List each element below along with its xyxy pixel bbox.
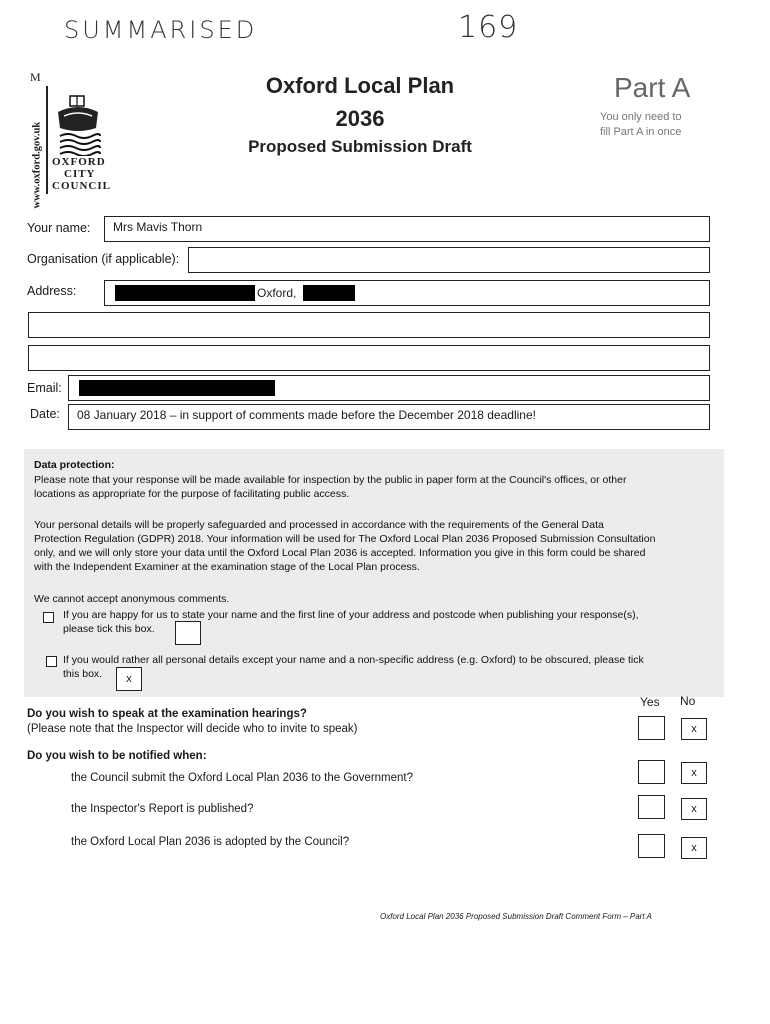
name-label: Your name:: [27, 221, 91, 235]
letter-m: M: [30, 70, 41, 84]
council-name-line2: CITY: [64, 168, 96, 180]
notify-question: Do you wish to be notified when:: [27, 750, 207, 762]
part-note-line1: You only need to: [600, 111, 682, 123]
option1-line2: please tick this box.: [63, 623, 155, 635]
option1-checkbox[interactable]: [43, 612, 54, 623]
data-protection-heading: Data protection:: [34, 459, 115, 471]
notify2-no-box[interactable]: x: [681, 798, 707, 820]
speak-note: (Please note that the Inspector will decide who to invite to speak): [27, 723, 358, 735]
notify2-text: the Inspector's Report is published?: [71, 803, 254, 815]
option1-line1: If you are happy for us to state your name and the first line of your address and postcode when publishing your response(s),: [63, 609, 639, 621]
notify3-text: the Oxford Local Plan 2036 is adopted by the Council?: [71, 836, 350, 848]
handwritten-number: 169: [458, 10, 519, 45]
address-field[interactable]: [104, 280, 710, 306]
handwritten-summarised: SUMMARISED: [64, 16, 258, 44]
page-subtitle: Proposed Submission Draft: [248, 137, 472, 156]
speak-yes-box[interactable]: [638, 716, 665, 740]
option2-line1: If you would rather all personal details except your name and a non-specific address (e.g. Oxford) to be obscured, please tick: [63, 654, 644, 666]
org-field[interactable]: [188, 247, 710, 273]
address-redaction: [115, 285, 255, 301]
notify3-no-box[interactable]: x: [681, 837, 707, 859]
option2-checkbox[interactable]: [46, 656, 57, 667]
dp-para2-line1: Your personal details will be properly safeguarded and processed in accordance with the requirements of the General Data: [34, 519, 604, 531]
dp-para1-line2: locations as appropriate for the purpose of facilitating public access.: [34, 488, 350, 500]
email-redaction: [79, 380, 275, 396]
option1-tickbox[interactable]: [175, 621, 201, 645]
dp-para1-line1: Please note that your response will be made available for inspection by the public in paper form at the Council's offices, or other: [34, 474, 627, 486]
address-line2-field[interactable]: [28, 312, 710, 338]
address-redaction-2: [303, 285, 355, 301]
anon-notice: We cannot accept anonymous comments.: [34, 593, 230, 605]
notify1-yes-box[interactable]: [638, 760, 665, 784]
footer-text: Oxford Local Plan 2036 Proposed Submission Draft Comment Form – Part A: [380, 912, 652, 921]
council-name-line3: COUNCIL: [52, 180, 111, 192]
no-header: No: [680, 694, 696, 708]
page-title-year: 2036: [335, 106, 385, 131]
notify3-yes-box[interactable]: [638, 834, 665, 858]
yes-header: Yes: [640, 695, 660, 709]
part-heading: Part A: [614, 72, 691, 103]
option2-line2: this box.: [63, 668, 103, 680]
address-label: Address:: [27, 284, 77, 298]
date-label: Date:: [30, 407, 60, 421]
council-name-line1: OXFORD: [52, 156, 106, 168]
address-line3-field[interactable]: [28, 345, 710, 371]
address-value: Oxford,: [257, 286, 297, 300]
notify2-yes-box[interactable]: [638, 795, 665, 819]
option2-tickbox[interactable]: x: [116, 667, 142, 691]
speak-no-box[interactable]: x: [681, 718, 707, 740]
notify1-text: the Council submit the Oxford Local Plan 2036 to the Government?: [71, 772, 414, 784]
council-crest-icon: [52, 94, 104, 156]
email-label: Email:: [27, 381, 62, 395]
dp-para2-line4: with the Independent Examiner at the examination stage of the Local Plan process.: [34, 561, 420, 573]
dp-para2-line2: Protection Regulation (GDPR) 2018. Your information will be used for The Oxford Local Plan 2036 Proposed Submission Consultation: [34, 533, 656, 545]
name-field[interactable]: Mrs Mavis Thorn: [104, 216, 710, 242]
sidebar-divider: [46, 86, 48, 194]
date-field[interactable]: 08 January 2018 – in support of comments made before the December 2018 deadline!: [68, 404, 710, 430]
email-field[interactable]: [68, 375, 710, 401]
dp-para2-line3: only, and we will only store your data until the Oxford Local Plan 2036 is accepted. Information you give in this form could be shared: [34, 547, 646, 559]
org-label: Organisation (if applicable):: [27, 252, 180, 266]
part-note-line2: fill Part A in once: [600, 126, 682, 138]
notify1-no-box[interactable]: x: [681, 762, 707, 784]
speak-question: Do you wish to speak at the examination hearings?: [27, 708, 307, 720]
page-title: Oxford Local Plan: [265, 73, 455, 98]
sidebar-url: www.oxford.gov.uk: [31, 121, 43, 209]
